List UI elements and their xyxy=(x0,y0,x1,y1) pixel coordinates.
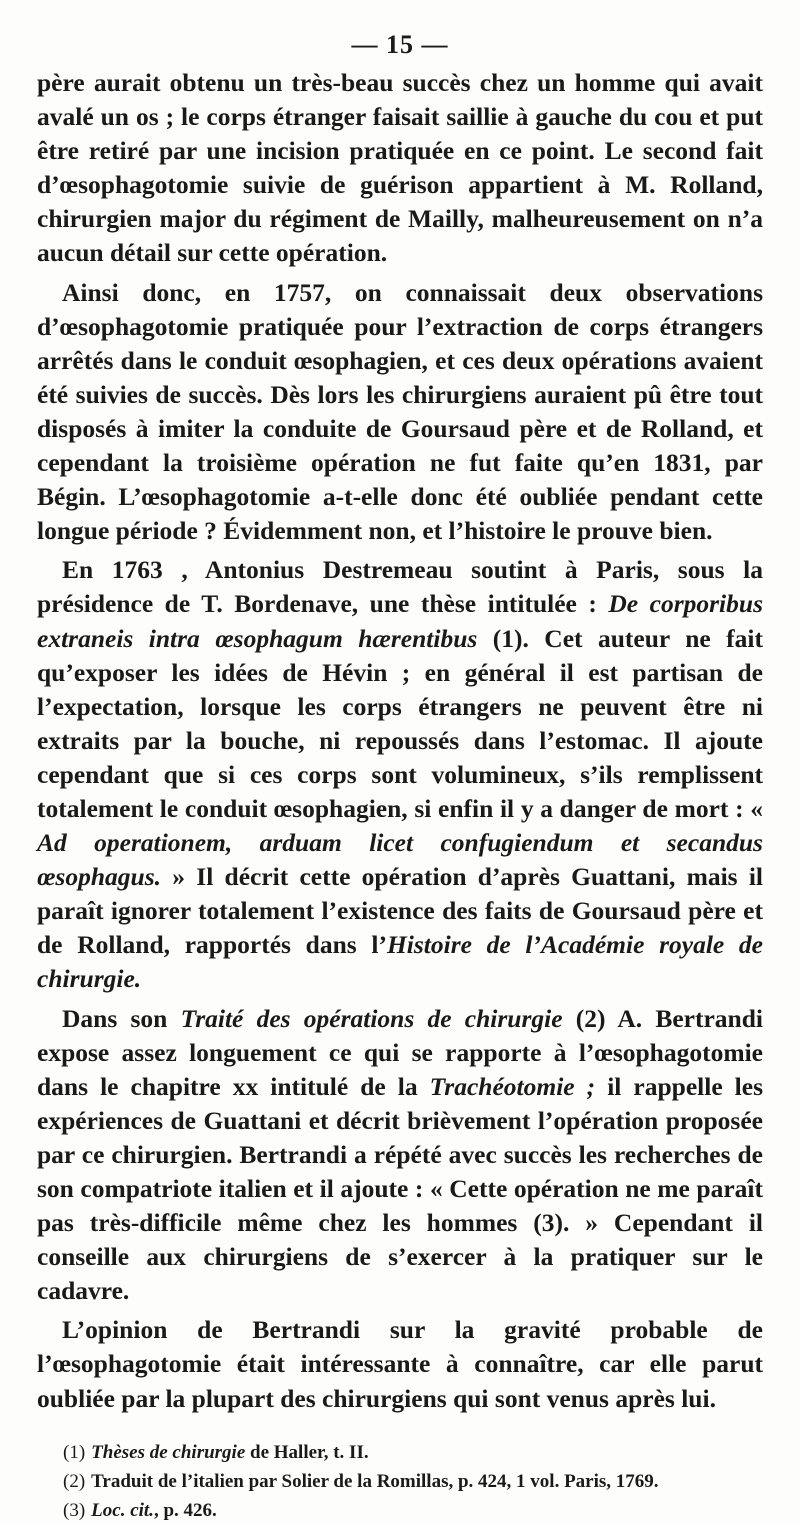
treatise-title: Traité des opérations de chirurgie xyxy=(180,1003,563,1033)
chapter-title: Trachéotomie ; xyxy=(429,1071,596,1101)
paragraph-3 xyxy=(37,553,763,996)
paragraph-2 xyxy=(37,276,763,549)
paragraph-2-text: Ainsi donc, en 1757, on connaissait deux observations d’œsophagotomie pratiquée pour l’extraction de corps étrangers arrêtés dans le conduit œsophagien, et ces deux opérations avaient été suivies de succès. Dès lors les chirurgiens auraient pû être tout disposés à imiter la conduite de Goursaud père et de Rolland, et cependant la troisième opération ne fut faite qu’en 1831, par Bégin. L’œsophagotomie a-t-elle donc été oubliée pendant cette longue période ? Évidemment non, et l’histoire le prouve bien. xyxy=(37,277,763,546)
footnote-1-mark: (1) xyxy=(63,1441,86,1463)
academy-history-title: Histoire de l’Académie royale de chirurgie. xyxy=(37,930,764,994)
paragraph-4-text-a: Dans son xyxy=(62,1003,181,1033)
footnote-3-mark: (3) xyxy=(63,1499,86,1521)
footnotes xyxy=(37,1438,763,1525)
paragraph-4 xyxy=(37,1002,763,1309)
page-number: — 15 — xyxy=(351,30,449,59)
paragraph-3-text-c: » Il décrit cette opération d’après Guattani, mais il paraît ignorer totalement l’existence des faits de Goursaud père et de Rolland, rapportés dans l’ xyxy=(37,862,763,960)
paragraph-5 xyxy=(37,1313,763,1415)
footnote-3-text: , p. 426. xyxy=(153,1499,217,1521)
footnote-2 xyxy=(37,1467,763,1496)
footnote-2-mark: (2) xyxy=(63,1470,86,1492)
paragraph-4-text-b: (2) A. Bertrandi expose assez longuement ce qui se rapporte à l’œsophagotomie dans le chapitre xx intitulé de la xyxy=(37,1003,763,1101)
paragraph-1-text: père aurait obtenu un très-beau succès chez un homme qui avait avalé un os ; le corps étranger faisait saillie à gauche du cou et put être retiré par une incision pratiquée en ce point. Le second fait d’œsophagotomie suivie de guérison appartient à M. Rolland, chirurgien major du régiment de Mailly, malheureusement on n’a aucun détail sur cette opération. xyxy=(37,68,763,268)
thesis-title: De corporibus extraneis intra œsophagum hærentibus xyxy=(37,589,763,653)
paragraph-5-text: L’opinion de Bertrandi sur la gravité probable de l’œsophagotomie était intéressante à connaître, car elle parut oubliée par la plupart des chirurgiens qui sont venus après lui. xyxy=(37,1315,763,1413)
footnote-3 xyxy=(37,1496,763,1525)
paragraph-3-text-b: (1). Cet auteur ne fait qu’exposer les idées de Hévin ; en général il est partisan de l’expectation, lorsque les corps étrangers ne peuvent être ni extraits par la bouche, ni repoussés dans l’estomac. Il ajoute cependant que si ces corps sont volumineux, s’ils remplissent totalement le conduit œsophagien, si enfin il y a danger de mort : « xyxy=(37,623,763,823)
footnote-3-italic: Loc. cit. xyxy=(91,1499,154,1521)
paragraph-1 xyxy=(37,66,763,271)
body-text xyxy=(37,66,763,1416)
footnote-1-text: de Haller, t. II. xyxy=(245,1441,369,1463)
latin-quote: Ad operationem, arduam licet confugiendum et secandus œsophagus. xyxy=(37,828,763,892)
footnote-1 xyxy=(37,1438,763,1467)
paragraph-3-text-a: En 1763 , Antonius Destremeau soutint à Paris, sous la présidence de T. Bordenave, une thèse intitulée : xyxy=(37,555,763,619)
paragraph-4-text-c: il rappelle les expériences de Guattani et décrit brièvement l’opération proposée par ce chirurgien. Bertrandi a répété avec succès les recherches de son compatriote italien et il ajoute : « Cette opération ne me paraît pas très-difficile même chez les hommes (3). » Cependant il conseille aux chirurgiens de s’exercer à la pratiquer sur le cadavre. xyxy=(37,1071,764,1306)
footnote-1-italic: Thèses de chirurgie xyxy=(91,1441,246,1463)
footnote-2-text: Traduit de l’italien par Solier de la Romillas, p. 424, 1 vol. Paris, 1769. xyxy=(91,1470,659,1492)
